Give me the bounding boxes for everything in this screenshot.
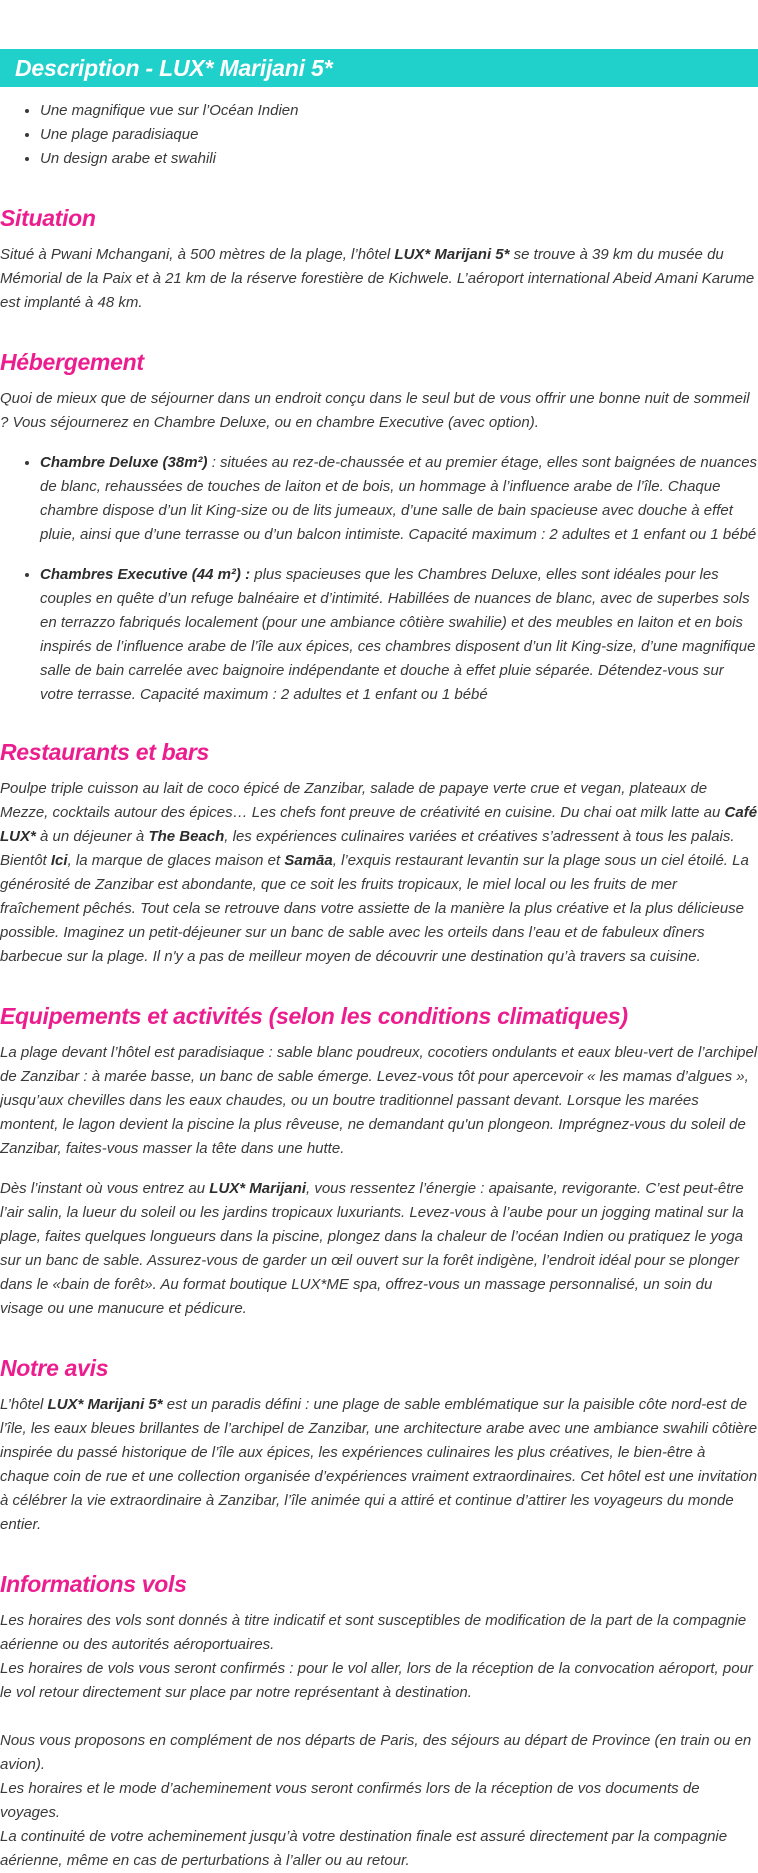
vols-text-4: Les horaires et le mode d’acheminement vous seront confirmés lors de la réception de vos documents de voyages.: [0, 1780, 700, 1821]
highlights-list: [0, 99, 758, 171]
vols-heading: Informations vols: [0, 1571, 187, 1597]
equipements-heading: Equipements et activités (selon les conditions climatiques): [0, 1003, 628, 1029]
situation-heading: Situation: [0, 205, 96, 231]
vols-text-3: Nous vous proposons en complément de nos départs de Paris, des séjours au départ de Province (en train ou en avion).: [0, 1732, 752, 1773]
hebergement-intro: Quoi de mieux que de séjourner dans un endroit conçu dans le seul but de vous offrir une bonne nuit de sommeil ? Vous séjournerez en Chambre Deluxe, ou en chambre Executive (avec option).: [0, 390, 750, 431]
list-item: • Une plage paradisiaque: [40, 123, 758, 147]
restaurants-heading: Restaurants et bars: [0, 739, 210, 765]
description-content: [0, 99, 758, 1873]
list-item: • Une magnifique vue sur l’Océan Indien: [40, 99, 758, 123]
vols-text-1: Les horaires des vols sont donnés à titre indicatif et sont susceptibles de modification de la part de la compagnie aérienne ou des autorités aéroportuaires.: [0, 1612, 747, 1653]
avis-heading: Notre avis: [0, 1355, 109, 1381]
list-item: • Chambres Executive (44 m²) : plus spacieuses que les Chambres Deluxe, elles sont idéales pour les couples en quête d’un refuge balnéaire et d’intimité. Habillées de nuances de blanc, avec de superbes sols en terrazzo fabriqués localement (pour une ambiance côtière swahilie) et des meubles en laiton et en bois inspirés de l’influence arabe de l’île aux épices, ces chambres disposent d’un lit King-size, d’une magnifique salle de bain carrelée avec baignoire indépendante et douche à effet pluie séparée. Détendez-vous sur votre terrasse. Capacité maximum : 2 adultes et 1 enfant ou 1 bébé: [40, 563, 758, 707]
rooms-list: [0, 451, 758, 707]
hebergement-heading: Hébergement: [0, 349, 144, 375]
vols-text-2: Les horaires de vols vous seront confirmés : pour le vol aller, lors de la réception de la convocation aéroport, pour le vol retour directement sur place par notre représentant à destination.: [0, 1660, 753, 1701]
list-item: • Un design arabe et swahili: [40, 147, 758, 171]
list-item: • Chambre Deluxe (38m²) : situées au rez-de-chaussée et au premier étage, elles sont baignées de nuances de blanc, rehaussées de touches de laiton et de bois, un hommage à l’influence arabe de l’île. Chaque chambre dispose d’un lit King-size ou de lits jumeaux, d’une salle de bain spacieuse avec douche à effet pluie, ainsi que d’une terrasse ou d’un balcon intimiste. Capacité maximum : 2 adultes et 1 enfant ou 1 bébé: [40, 451, 758, 547]
equipements-text-2: Dès l’instant où vous entrez au LUX* Marijani, vous ressentez l’énergie : apaisante, revigorante. C’est peut-être l’air salin, la lueur du soleil ou les jardins tropicaux luxuriants. Levez-vous à l’aube pour un jogging matinal sur la plage, faites quelques longueurs dans la piscine, plongez dans la chaleur de l’océan Indien ou pratiquez le yoga sur un banc de sable. Assurez-vous de garder un œil ouvert sur la forêt indigène, l’endroit idéal pour se plonger dans le «bain de forêt». Au format boutique LUX*ME spa, offrez-vous un massage personnalisé, un soin du visage ou une manucure et pédicure.: [0, 1180, 744, 1317]
description-title-banner: Description - LUX* Marijani 5*: [0, 49, 758, 87]
avis-text: L’hôtel LUX* Marijani 5* est un paradis défini : une plage de sable emblématique sur la paisible côte nord-est de l’île, les eaux bleues brillantes de l’archipel de Zanzibar, une architecture arabe avec une ambiance swahili côtière inspirée du passé historique de l’île aux épices, les expériences culinaires les plus créatives, le bien-être à chaque coin de rue et une collection organisée d’expériences vraiment extraordinaires. Cet hôtel est une invitation à célébrer la vie extraordinaire à Zanzibar, l’île animée qui a attiré et continue d’attirer les voyageurs du monde entier.: [0, 1396, 758, 1533]
restaurants-text: Poulpe triple cuisson au lait de coco épicé de Zanzibar, salade de papaye verte crue et vegan, plateaux de Mezze, cocktails autour des épices… Les chefs font preuve de créativité en cuisine. Du chai oat milk latte au Café LUX* à un déjeuner à The Beach, les expériences culinaires variées et créatives s’adressent à tous les palais. Bientôt Ici, la marque de glaces maison et Samāa, l’exquis restaurant levantin sur la plage sous un ciel étoilé. La générosité de Zanzibar est abondante, que ce soit les fruits tropicaux, le miel local ou les fruits de mer fraîchement pêchés. Tout cela se retrouve dans votre assiette de la manière la plus créative et la plus délicieuse possible. Imaginez un petit-déjeuner sur un banc de sable avec les orteils dans l’eau et de fabuleux dîners barbecue sur la plage. Il n'y a pas de meilleur moyen de découvrir une destination qu’à travers sa cuisine.: [0, 780, 758, 965]
situation-text: Situé à Pwani Mchangani, à 500 mètres de la plage, l’hôtel LUX* Marijani 5* se trouve à 39 km du musée du Mémorial de la Paix et à 21 km de la réserve forestière de Kichwele. L’aéroport international Abeid Amani Karume est implanté à 48 km.: [0, 246, 755, 311]
vols-text-5: La continuité de votre acheminement jusqu’à votre destination finale est assuré directement par la compagnie aérienne, même en cas de perturbations à l’aller ou au retour.: [0, 1828, 728, 1869]
equipements-text-1: La plage devant l’hôtel est paradisiaque : sable blanc poudreux, cocotiers ondulants et eaux bleu-vert de l’archipel de Zanzibar : à marée basse, un banc de sable émerge. Levez-vous tôt pour apercevoir « les mamas d’algues », jusqu’aux chevilles dans les eaux chaudes, ou un boutre traditionnel passant devant. Lorsque les marées montent, le lagon devient la piscine la plus rêveuse, ne demandant qu'un plongeon. Imprégnez-vous du soleil de Zanzibar, faites-vous masser la tête dans une hutte.: [0, 1044, 758, 1157]
